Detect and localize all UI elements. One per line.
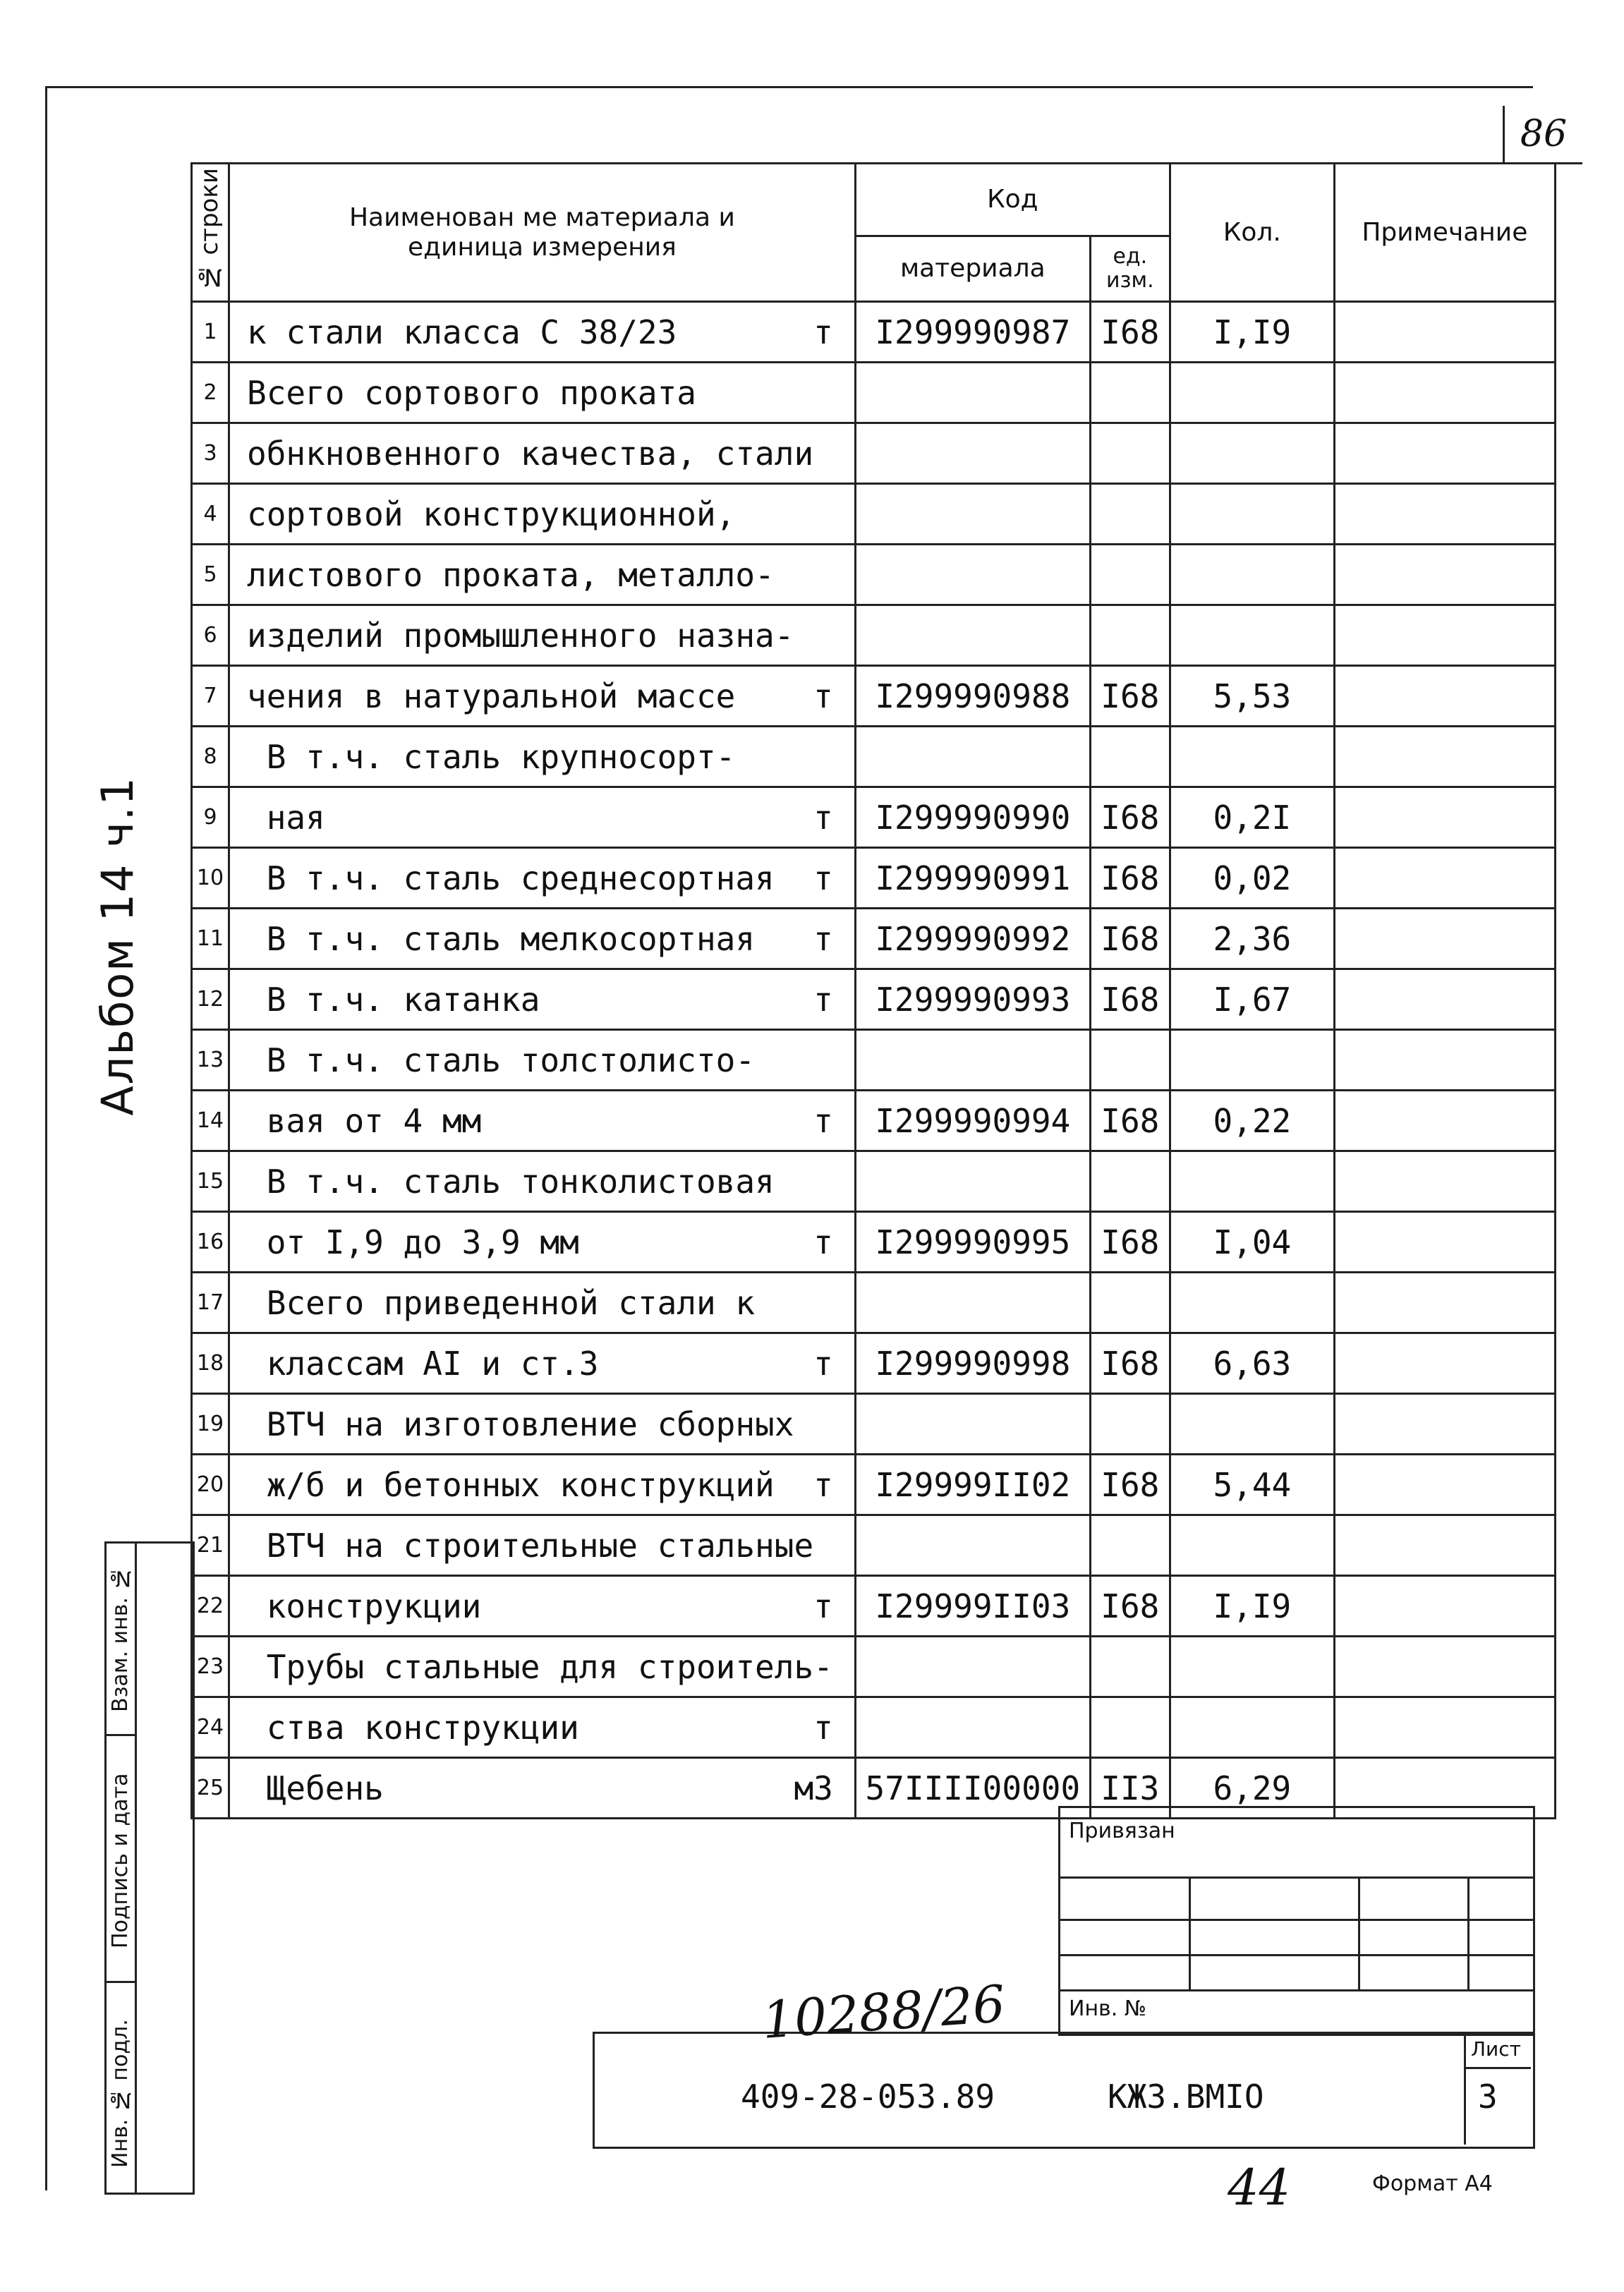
material-name: чения в натуральной массе <box>247 677 736 715</box>
table-row <box>192 302 1556 363</box>
unit-symbol: т <box>813 859 833 897</box>
unit-code: I68 <box>1090 969 1170 1030</box>
table-row <box>192 787 1556 848</box>
row-number: 24 <box>192 1697 229 1758</box>
side-stamp <box>104 1541 195 2195</box>
unit-code <box>1090 1515 1170 1576</box>
quantity <box>1170 484 1334 545</box>
material-name-cell <box>229 727 856 787</box>
table-row <box>192 727 1556 787</box>
material-code <box>855 1697 1090 1758</box>
quantity <box>1170 605 1334 666</box>
material-code: I299990994 <box>855 1091 1090 1151</box>
unit-code <box>1090 363 1170 423</box>
sheet-value: 3 <box>1478 2078 1498 2116</box>
material-name: Всего приведенной стали к <box>247 1283 756 1322</box>
side-stamp-inv-original: Инв. № подл. <box>108 2019 133 2169</box>
material-code <box>855 1151 1090 1212</box>
table-row <box>192 605 1556 666</box>
material-name-cell <box>229 1515 856 1576</box>
row-number: 2 <box>192 363 229 423</box>
quantity <box>1170 423 1334 484</box>
row-number: 5 <box>192 545 229 605</box>
unit-code <box>1090 727 1170 787</box>
material-code <box>855 1030 1090 1091</box>
table-row <box>192 909 1556 969</box>
attached-label: Привязан <box>1069 1819 1175 1843</box>
material-name-cell <box>229 302 856 363</box>
material-name-cell <box>229 1455 856 1515</box>
material-name-cell <box>229 545 856 605</box>
material-code <box>855 423 1090 484</box>
note <box>1334 1637 1555 1697</box>
material-code: I299990995 <box>855 1212 1090 1273</box>
note <box>1334 1091 1555 1151</box>
material-name: В т.ч. сталь мелкосортная <box>247 919 756 958</box>
material-name-cell <box>229 1030 856 1091</box>
header-code: Код <box>855 164 1170 236</box>
material-name: конструкции <box>247 1587 482 1625</box>
quantity <box>1170 1697 1334 1758</box>
note <box>1334 1212 1555 1273</box>
note <box>1334 363 1555 423</box>
format-label: Формат А4 <box>1372 2171 1493 2196</box>
unit-symbol: т <box>813 1465 833 1504</box>
quantity <box>1170 363 1334 423</box>
table-row <box>192 1091 1556 1151</box>
unit-code <box>1090 605 1170 666</box>
table-row <box>192 545 1556 605</box>
quantity: I,67 <box>1170 969 1334 1030</box>
note <box>1334 605 1555 666</box>
table-row <box>192 1273 1556 1333</box>
table-row <box>192 1515 1556 1576</box>
unit-code <box>1090 1394 1170 1455</box>
material-code: I299990990 <box>855 787 1090 848</box>
table-row <box>192 1455 1556 1515</box>
unit-code <box>1090 1273 1170 1333</box>
row-number: 20 <box>192 1455 229 1515</box>
material-name-cell <box>229 1394 856 1455</box>
unit-code: I68 <box>1090 909 1170 969</box>
material-name: ВТЧ на строительные стальные <box>247 1526 814 1565</box>
table-row <box>192 1637 1556 1697</box>
material-code <box>855 1637 1090 1697</box>
note <box>1334 1576 1555 1637</box>
row-number: 11 <box>192 909 229 969</box>
material-name: листового проката, металло- <box>247 555 775 594</box>
quantity <box>1170 1273 1334 1333</box>
note <box>1334 787 1555 848</box>
table-row <box>192 1394 1556 1455</box>
material-name-cell <box>229 484 856 545</box>
table-row <box>192 1212 1556 1273</box>
material-name: Всего сортового проката <box>247 373 696 412</box>
material-name-cell <box>229 1333 856 1394</box>
note <box>1334 727 1555 787</box>
material-name-cell <box>229 363 856 423</box>
material-code <box>855 1273 1090 1333</box>
row-number: 3 <box>192 423 229 484</box>
note <box>1334 1455 1555 1515</box>
material-code: I299990987 <box>855 302 1090 363</box>
row-number: 19 <box>192 1394 229 1455</box>
album-label: Альбом 14 ч.1 <box>92 776 143 1116</box>
header-row-no: № строки <box>192 164 229 302</box>
note <box>1334 302 1555 363</box>
material-code <box>855 545 1090 605</box>
unit-symbol: м3 <box>794 1769 833 1807</box>
table-row <box>192 363 1556 423</box>
material-code <box>855 605 1090 666</box>
unit-code: II3 <box>1090 1758 1170 1819</box>
unit-code <box>1090 423 1170 484</box>
material-name: В т.ч. сталь среднесортная <box>247 859 775 897</box>
row-number: 16 <box>192 1212 229 1273</box>
material-name: сортовой конструкционной, <box>247 495 736 533</box>
row-number: 18 <box>192 1333 229 1394</box>
unit-code: I68 <box>1090 1212 1170 1273</box>
material-name: обнкновенного качества, стали <box>247 434 814 473</box>
table-row <box>192 1333 1556 1394</box>
unit-symbol: т <box>813 677 833 715</box>
note <box>1334 848 1555 909</box>
quantity <box>1170 727 1334 787</box>
unit-symbol: т <box>813 980 833 1019</box>
unit-code: I68 <box>1090 666 1170 727</box>
unit-code: I68 <box>1090 1333 1170 1394</box>
table-row <box>192 1576 1556 1637</box>
inv-no-label: Инв. № <box>1069 1996 1147 2021</box>
quantity: 6,63 <box>1170 1333 1334 1394</box>
material-name-cell <box>229 1697 856 1758</box>
unit-symbol: т <box>813 1223 833 1261</box>
unit-code <box>1090 1030 1170 1091</box>
material-name: классам АI и ст.3 <box>247 1344 599 1383</box>
material-code: I299990998 <box>855 1333 1090 1394</box>
header-code-unit: ед. изм. <box>1090 236 1170 302</box>
side-stamp-replaced-inv: Взам. инв. № <box>108 1565 133 1712</box>
unit-code: I68 <box>1090 302 1170 363</box>
material-name-cell <box>229 909 856 969</box>
unit-symbol: т <box>813 798 833 837</box>
sheet-label: Лист <box>1471 2037 1521 2061</box>
quantity: I,04 <box>1170 1212 1334 1273</box>
unit-code <box>1090 484 1170 545</box>
material-name: В т.ч. сталь толстолисто- <box>247 1041 756 1079</box>
quantity: I,I9 <box>1170 1576 1334 1637</box>
table-row <box>192 484 1556 545</box>
row-number: 12 <box>192 969 229 1030</box>
unit-symbol: т <box>813 1344 833 1383</box>
material-name: ж/б и бетонных конструкций <box>247 1465 775 1504</box>
unit-code: I68 <box>1090 848 1170 909</box>
row-number: 15 <box>192 1151 229 1212</box>
row-number: 7 <box>192 666 229 727</box>
header-code-material: материала <box>855 236 1090 302</box>
row-number: 17 <box>192 1273 229 1333</box>
table-row <box>192 666 1556 727</box>
material-name-cell <box>229 1758 856 1819</box>
handwritten-number: 44 <box>1228 2159 1291 2217</box>
material-name-cell <box>229 1091 856 1151</box>
specification-table <box>190 162 1556 1819</box>
material-name-cell <box>229 1151 856 1212</box>
quantity: 6,29 <box>1170 1758 1334 1819</box>
row-number: 25 <box>192 1758 229 1819</box>
unit-symbol: т <box>813 313 833 351</box>
material-code <box>855 727 1090 787</box>
unit-code <box>1090 1151 1170 1212</box>
table-row <box>192 1697 1556 1758</box>
material-code: I29999II03 <box>855 1576 1090 1637</box>
unit-code: I68 <box>1090 1576 1170 1637</box>
quantity: 0,22 <box>1170 1091 1334 1151</box>
unit-symbol: т <box>813 919 833 958</box>
note <box>1334 969 1555 1030</box>
quantity: 2,36 <box>1170 909 1334 969</box>
material-code: I299990992 <box>855 909 1090 969</box>
material-name-cell <box>229 1273 856 1333</box>
row-number: 22 <box>192 1576 229 1637</box>
quantity <box>1170 1151 1334 1212</box>
material-name-cell <box>229 1212 856 1273</box>
material-name: В т.ч. сталь крупносорт- <box>247 737 736 776</box>
row-number: 1 <box>192 302 229 363</box>
row-number: 6 <box>192 605 229 666</box>
side-stamp-signature-date: Подпись и дата <box>108 1773 133 1949</box>
material-name-cell <box>229 666 856 727</box>
note <box>1334 1394 1555 1455</box>
header-note: Примечание <box>1334 164 1555 302</box>
material-code <box>855 1394 1090 1455</box>
material-name: ная <box>247 798 325 837</box>
table-row <box>192 969 1556 1030</box>
quantity: 0,02 <box>1170 848 1334 909</box>
material-name: Щебень <box>247 1769 384 1807</box>
unit-code <box>1090 545 1170 605</box>
quantity: 5,53 <box>1170 666 1334 727</box>
material-name: В т.ч. сталь тонколистовая <box>247 1162 775 1201</box>
material-name: вая от 4 мм <box>247 1101 482 1140</box>
material-code: 57IIII00000 <box>855 1758 1090 1819</box>
material-code: I299990988 <box>855 666 1090 727</box>
quantity: I,I9 <box>1170 302 1334 363</box>
material-name: от I,9 до 3,9 мм <box>247 1223 579 1261</box>
row-number: 21 <box>192 1515 229 1576</box>
row-number: 14 <box>192 1091 229 1151</box>
material-code <box>855 1515 1090 1576</box>
material-name: к стали класса С 38/23 <box>247 313 677 351</box>
material-name-cell <box>229 605 856 666</box>
note <box>1334 666 1555 727</box>
material-code <box>855 363 1090 423</box>
doc-number: 409-28-053.89 <box>741 2078 995 2116</box>
material-name: В т.ч. катанка <box>247 980 540 1019</box>
material-name: изделий промышленного назна- <box>247 616 794 655</box>
unit-code: I68 <box>1090 1091 1170 1151</box>
table-row <box>192 1030 1556 1091</box>
note <box>1334 1273 1555 1333</box>
note <box>1334 1697 1555 1758</box>
quantity: 5,44 <box>1170 1455 1334 1515</box>
title-block-main <box>593 2032 1535 2149</box>
material-code: I299990991 <box>855 848 1090 909</box>
material-name: ства конструкции <box>247 1708 579 1747</box>
quantity <box>1170 545 1334 605</box>
unit-symbol: т <box>813 1708 833 1747</box>
note <box>1334 909 1555 969</box>
unit-code: I68 <box>1090 787 1170 848</box>
material-name-cell <box>229 1576 856 1637</box>
note <box>1334 423 1555 484</box>
doc-mark: КЖЗ.ВМIО <box>1108 2078 1264 2116</box>
row-number: 10 <box>192 848 229 909</box>
note <box>1334 1515 1555 1576</box>
header-name: Наименован ме материала и единица измерения <box>229 164 856 302</box>
row-number: 4 <box>192 484 229 545</box>
note <box>1334 1151 1555 1212</box>
handwritten-signature: 10288/26 <box>760 1974 1007 2050</box>
material-name-cell <box>229 1637 856 1697</box>
table-row <box>192 848 1556 909</box>
quantity <box>1170 1394 1334 1455</box>
row-number: 9 <box>192 787 229 848</box>
row-number: 8 <box>192 727 229 787</box>
material-code: I29999II02 <box>855 1455 1090 1515</box>
unit-symbol: т <box>813 1587 833 1625</box>
quantity <box>1170 1030 1334 1091</box>
table-row <box>192 423 1556 484</box>
header-qty: Кол. <box>1170 164 1334 302</box>
row-number: 13 <box>192 1030 229 1091</box>
quantity <box>1170 1515 1334 1576</box>
note <box>1334 484 1555 545</box>
unit-code: I68 <box>1090 1455 1170 1515</box>
table-header-row <box>192 164 1556 236</box>
material-name: Трубы стальные для строитель- <box>247 1647 833 1686</box>
note <box>1334 1030 1555 1091</box>
unit-code <box>1090 1637 1170 1697</box>
unit-code <box>1090 1697 1170 1758</box>
quantity: 0,2I <box>1170 787 1334 848</box>
quantity <box>1170 1637 1334 1697</box>
material-name: ВТЧ на изготовление сборных <box>247 1405 794 1443</box>
note <box>1334 545 1555 605</box>
material-name-cell <box>229 969 856 1030</box>
unit-symbol: т <box>813 1101 833 1140</box>
material-code <box>855 484 1090 545</box>
row-number: 23 <box>192 1637 229 1697</box>
material-name-cell <box>229 787 856 848</box>
material-name-cell <box>229 423 856 484</box>
note <box>1334 1333 1555 1394</box>
material-code: I299990993 <box>855 969 1090 1030</box>
page-number: 86 <box>1503 106 1582 164</box>
material-name-cell <box>229 848 856 909</box>
table-row <box>192 1151 1556 1212</box>
